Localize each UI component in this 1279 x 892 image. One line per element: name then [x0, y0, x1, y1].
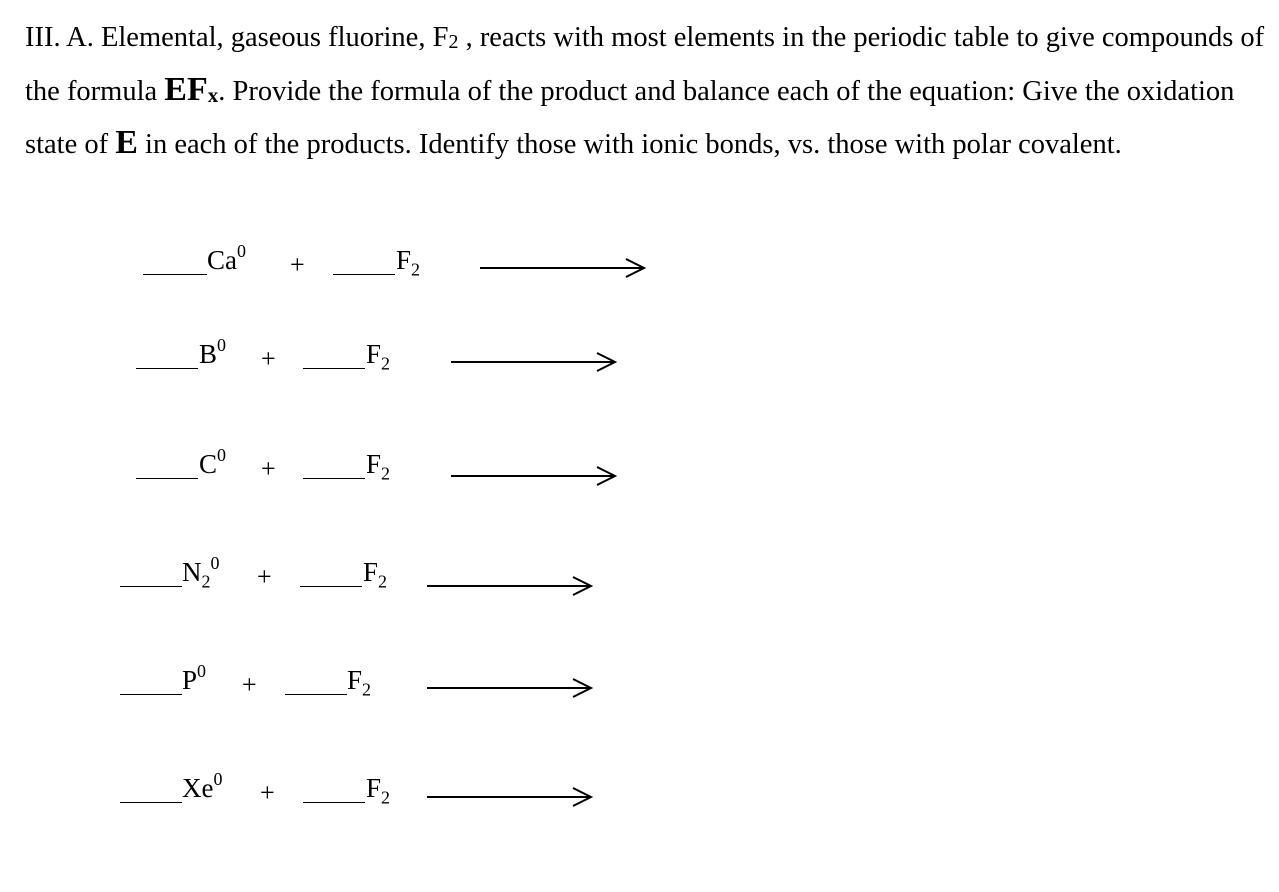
plus-sign: +	[261, 454, 276, 483]
equation-row	[0, 540, 700, 590]
question-part4: in each of the products. Identify those with ionic bonds, vs. those with polar covalent.	[137, 129, 1122, 160]
coefficient-blank[interactable]	[120, 585, 182, 587]
arrow-icon	[425, 676, 595, 700]
arrow-icon	[449, 350, 619, 374]
equation-row	[0, 228, 700, 278]
reactant-f2: $F_2$	[366, 448, 391, 483]
question-part3: . Provide the formula of the product and balance each of the equation: Give the oxidation state of	[25, 76, 1235, 160]
coefficient-blank[interactable]	[143, 273, 207, 275]
coefficient-blank[interactable]	[300, 585, 362, 587]
equation-row	[0, 432, 700, 482]
coefficient-blank[interactable]	[136, 367, 198, 369]
coefficient-blank[interactable]	[120, 693, 182, 695]
element-symbol: $C^0$	[199, 444, 227, 479]
arrow-icon	[425, 574, 595, 598]
plus-sign: +	[261, 344, 276, 373]
coefficient-blank[interactable]	[303, 801, 365, 803]
plus-sign: +	[290, 250, 305, 279]
equation-row	[0, 322, 700, 372]
element-symbol: $N_2^0$	[182, 552, 220, 591]
element-symbol: $P^0$	[182, 660, 207, 695]
coefficient-blank[interactable]	[136, 477, 198, 479]
reactant-f2: $F_2$	[396, 244, 421, 279]
arrow-icon	[449, 464, 619, 488]
element-symbol: Xe$^0$	[182, 768, 223, 803]
formula-ef: EF	[164, 71, 208, 108]
arrow-icon	[478, 256, 648, 280]
question-lead: III. A. Elemental, gaseous fluorine, F	[25, 22, 449, 53]
equation-row	[0, 756, 700, 806]
reactant-f2: $F_2$	[363, 556, 388, 591]
arrow-icon	[425, 785, 595, 809]
reactant-f2: $F_2$	[366, 772, 391, 807]
reactant-f2: $F_2$	[366, 338, 391, 373]
plus-sign: +	[257, 562, 272, 591]
coefficient-blank[interactable]	[303, 477, 365, 479]
coefficient-blank[interactable]	[333, 273, 395, 275]
equation-row	[0, 648, 700, 698]
element-symbol: Ca$^0$	[207, 240, 246, 275]
plus-sign: +	[242, 670, 257, 699]
symbol-e: E	[115, 124, 138, 161]
coefficient-blank[interactable]	[285, 693, 347, 695]
question-lead-sub: 2	[448, 31, 459, 53]
question-text	[25, 14, 1265, 168]
formula-ef-sub: x	[207, 83, 219, 107]
reactant-f2: $F_2$	[347, 664, 372, 699]
coefficient-blank[interactable]	[303, 367, 365, 369]
coefficient-blank[interactable]	[120, 801, 182, 803]
plus-sign: +	[260, 778, 275, 807]
element-symbol: $B^0$	[199, 334, 227, 369]
question-part2: , reacts with most elements in the periodic table to give compounds of the formula	[25, 22, 1265, 107]
